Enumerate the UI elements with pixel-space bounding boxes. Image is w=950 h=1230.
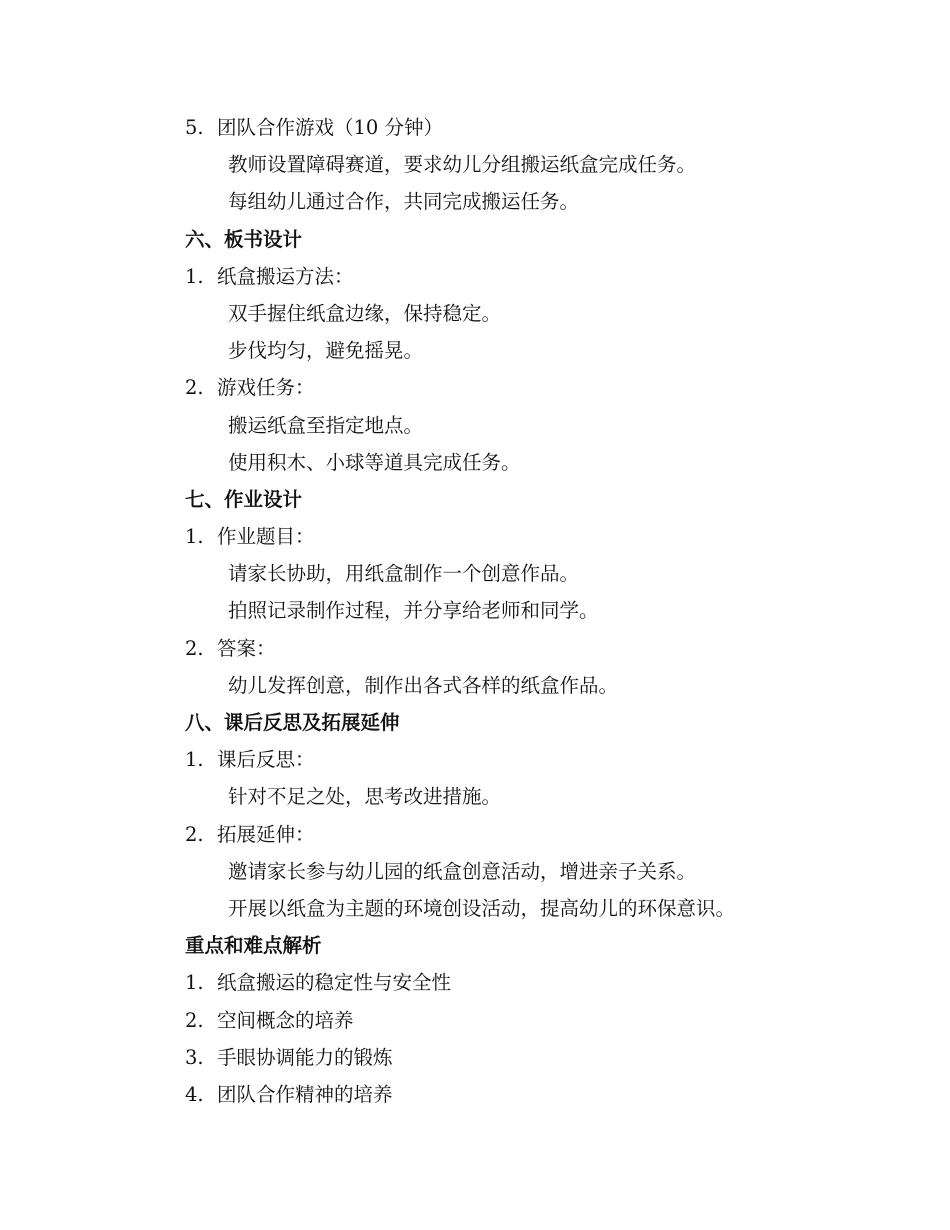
- list-item-number: 1.: [185, 971, 204, 995]
- sub-item-text: 双手握住纸盒边缘，保持稳定。: [228, 301, 502, 325]
- list-item-text: 纸盒搬运方法：: [217, 264, 354, 288]
- list-item: [185, 258, 885, 295]
- sub-item-text: 步伐均匀，避免摇晃。: [228, 339, 424, 363]
- list-item: [185, 816, 885, 853]
- sub-item-text: 邀请家长参与幼儿园的纸盒创意活动，增进亲子关系。: [228, 859, 697, 883]
- list-item-text: 团队合作精神的培养: [217, 1082, 393, 1106]
- list-item: [185, 741, 885, 778]
- list-item-number: 1.: [185, 748, 204, 772]
- document-body: [185, 109, 885, 1113]
- list-item-text: 答案：: [217, 636, 276, 660]
- list-item: [185, 1039, 885, 1076]
- section-heading: 重点和难点解析: [185, 934, 322, 958]
- list-item-text: 作业题目：: [217, 525, 315, 549]
- section-heading: 八、课后反思及拓展延伸: [185, 711, 400, 734]
- section-heading: 六、板书设计: [185, 227, 303, 251]
- list-item: [185, 1002, 885, 1039]
- list-item: [185, 964, 885, 1001]
- list-item-text: 纸盒搬运的稳定性与安全性: [217, 971, 452, 995]
- list-item-text: 游戏任务：: [217, 376, 315, 400]
- list-item-number: 2.: [185, 822, 204, 846]
- sub-item-text: 使用积木、小球等道具完成任务。: [228, 450, 521, 474]
- list-item-number: 2.: [185, 376, 204, 400]
- list-item: [185, 1076, 885, 1113]
- list-item-text: 团队合作游戏（10 分钟）: [217, 116, 444, 139]
- list-item-number: 1.: [185, 525, 204, 549]
- sub-item-text: 教师设置障碍赛道，要求幼儿分组搬运纸盒完成任务。: [228, 153, 697, 177]
- list-item-number: 2.: [185, 1008, 204, 1032]
- list-item-text: 空间概念的培养: [217, 1008, 354, 1032]
- list-item-text: 手眼协调能力的锻炼: [217, 1045, 393, 1069]
- sub-item-text: 搬运纸盒至指定地点。: [228, 413, 424, 437]
- sub-item-text: 拍照记录制作过程，并分享给老师和同学。: [228, 599, 599, 623]
- list-item-number: 2.: [185, 636, 204, 660]
- list-item-text: 课后反思：: [217, 748, 315, 772]
- sub-item-text: 针对不足之处，思考改进措施。: [228, 785, 502, 809]
- section-heading: 七、作业设计: [185, 487, 303, 511]
- list-item-number: 5.: [185, 116, 204, 139]
- list-item: [185, 630, 885, 667]
- list-item: [185, 369, 885, 406]
- list-item-number: 3.: [185, 1045, 204, 1069]
- list-item-number: 4.: [185, 1082, 204, 1106]
- sub-item-text: 开展以纸盒为主题的环境创设活动，提高幼儿的环保意识。: [228, 896, 736, 920]
- list-item-text: 拓展延伸：: [217, 822, 315, 846]
- list-item: [185, 518, 885, 555]
- list-item: [185, 109, 885, 146]
- list-item-number: 1.: [185, 264, 204, 288]
- sub-item-text: 幼儿发挥创意，制作出各式各样的纸盒作品。: [228, 673, 619, 697]
- sub-item-text: 请家长协助，用纸盒制作一个创意作品。: [228, 562, 580, 586]
- sub-item-text: 每组幼儿通过合作，共同完成搬运任务。: [228, 190, 580, 214]
